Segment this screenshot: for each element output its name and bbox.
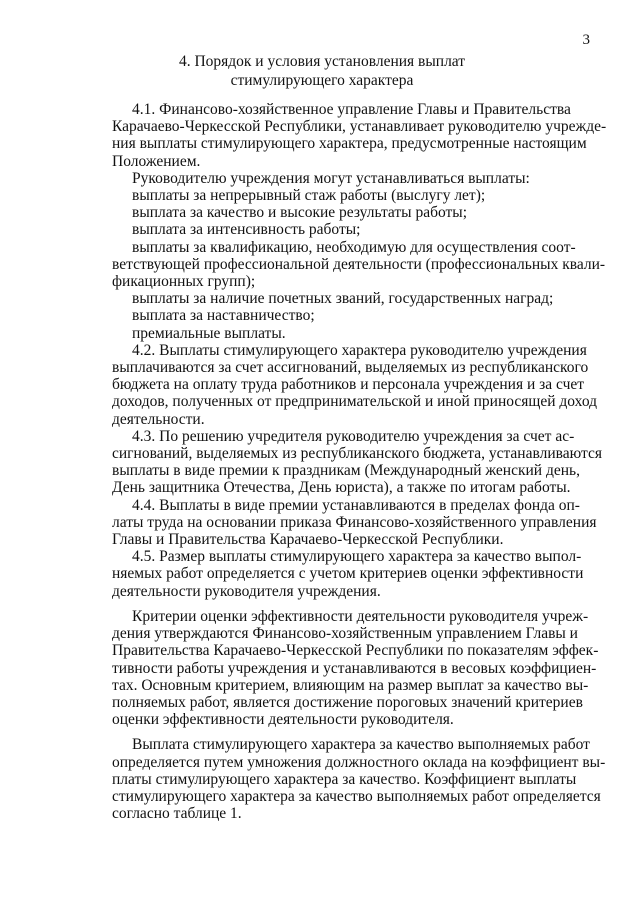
text-line: 4.5. Размер выплаты стимулирующего характера за качество выпол- [132,548,582,566]
section-heading-line: 4. Порядок и условия установления выплат [178,53,466,70]
text-line: деятельности руководителя учреждения. [112,582,381,600]
paragraph [112,736,606,823]
text-line: оценки эффективности деятельности руководителя. [112,711,454,729]
text-line: дения утверждаются Финансово-хозяйственным управлением Главы и [112,625,578,643]
section-heading-line: стимулирующего характера [230,72,414,89]
text-line: доходов, полученных от предпринимательской и иной приносящей доход [112,393,598,411]
paragraph [112,170,536,187]
document-body [112,101,607,823]
text-line: Критерии оценки эффективности деятельности руководителя учреж- [132,607,589,625]
paragraph [112,204,536,221]
text-line: 4.3. По решению учредителя руководителю учреждения за счет ас- [132,427,575,445]
text-line: стимулирующего характера за качество выполняемых работ определяется [112,787,601,805]
text-line: латы труда на основании приказа Финансово-хозяйственного управления [112,513,597,531]
text-line: ния выплаты стимулирующего характера, предусмотренные настоящим [112,135,587,153]
text-line: Положением. [112,152,201,170]
text-line: няемых работ определяется с учетом критериев оценки эффективности [112,565,584,583]
paragraph [112,427,602,497]
text-line: полняемых работ, является достижение пороговых значений критериев [112,693,583,711]
text-line: 4.4. Выплаты в виде премии устанавливаются в пределах фонда оп- [132,496,580,514]
text-line: премиальные выплаты. [132,324,286,342]
text-line: выплачиваются за счет ассигнований, выделяемых из республиканского [112,359,589,377]
paragraph [112,101,607,170]
text-line: 4.1. Финансово-хозяйственное управление Главы и Правительства [132,101,571,118]
text-line: 4.2. Выплаты стимулирующего характера руководителю учреждения [132,341,587,359]
text-line: выплаты за квалификацию, необходимую для осуществления соот- [132,238,576,256]
paragraph [112,341,598,428]
paragraph [112,187,536,204]
section-heading [112,52,532,90]
paragraph [112,548,584,600]
text-line: выплата за интенсивность работы; [132,221,361,239]
paragraph [112,496,597,549]
text-line: сигнований, выделяемых из республиканского бюджета, устанавливаются [112,445,602,463]
text-line: Правительства Карачаево-Черкесской Республики по показателям эффек- [112,642,599,660]
paragraph [112,290,554,308]
paragraph [112,221,536,238]
text-line: Выплата стимулирующего характера за качество выполняемых работ [132,736,590,754]
text-line: бюджета на оплату труда работников и персонала учреждения и за счет [112,376,585,394]
paragraph [112,607,599,729]
text-line: тах. Основным критерием, влияющим на размер выплат за качество вы- [112,676,589,694]
text-line: Карачаево-Черкесской Республики, устанавливает руководителю учрежде- [112,118,607,136]
text-line: выплата за качество и высокие результаты работы; [132,204,468,222]
paragraph [112,238,606,291]
text-line: выплаты за наличие почетных званий, государственных наград; [132,290,554,308]
text-line: ветствующей профессиональной деятельности (профессиональных квали- [112,255,606,273]
text-line: фикационных групп); [112,273,256,291]
text-line: согласно таблице 1. [112,805,242,823]
text-line: тивности работы учреждения и устанавливаются в весовых коэффициен- [112,659,597,677]
text-line: Руководителю учреждения могут устанавливаться выплаты: [132,169,530,187]
page-number: 3 [582,32,590,48]
text-line: выплата за наставничество; [132,307,315,325]
text-line: определяется путем умножения должностного оклада на коэффициент вы- [112,753,606,771]
text-line: выплаты в виде премии к праздникам (Международный женский день, [112,462,580,480]
text-line: Главы и Правительства Карачаево-Черкесской Республики. [112,531,504,549]
text-line: выплаты за непрерывный стаж работы (выслугу лет); [132,187,486,205]
text-line: платы стимулирующего характера за качество. Коэффициент выплаты [112,770,577,788]
text-line: деятельности. [112,410,205,428]
paragraph [112,307,536,324]
text-line: День защитника Отечества, День юриста), а также по итогам работы. [112,479,571,497]
paragraph [112,325,536,342]
